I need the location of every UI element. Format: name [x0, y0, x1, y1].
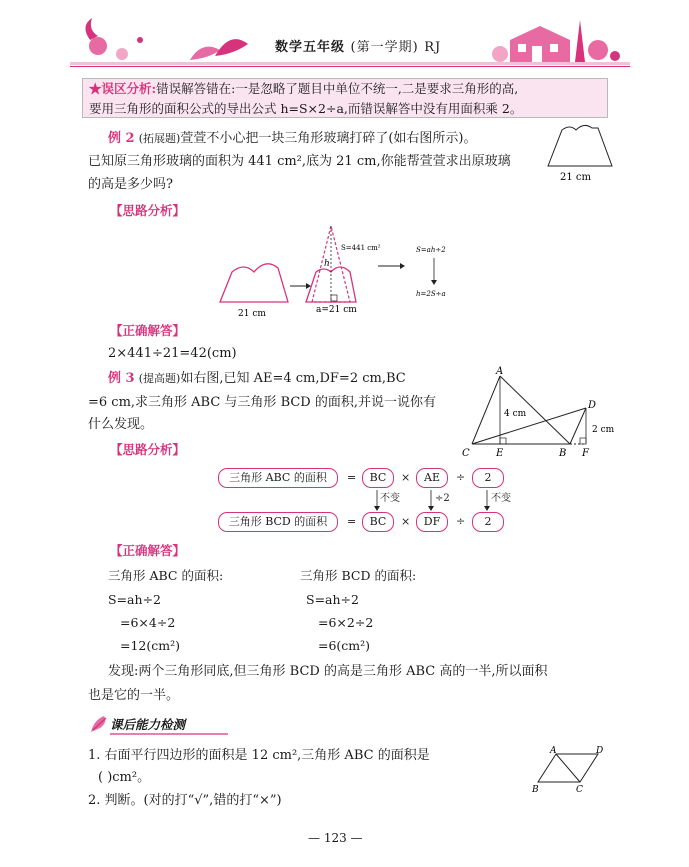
flow-unchanged-2: 不变 — [491, 493, 511, 504]
error-analysis-box — [82, 78, 608, 118]
flow-times-1: × — [401, 471, 411, 484]
label-D: D — [588, 400, 597, 411]
label-df-length: 2 cm — [592, 425, 615, 435]
diagram-base-label-1: 21 cm — [238, 309, 266, 319]
flow-bc-2: BC — [362, 512, 394, 532]
flow-eq-1: = — [347, 471, 357, 484]
example2-answer-label: 【正确解答】 — [110, 323, 186, 338]
flow-two-1: 2 — [472, 468, 504, 488]
bcd-step-2: =6×2÷2 — [318, 615, 374, 630]
label-E: E — [496, 448, 504, 459]
header-title: 数学五年级 (第一学期) RJ — [275, 40, 442, 55]
para-label-A: A — [550, 746, 557, 756]
page-number: — 123 — — [308, 831, 363, 845]
error-analysis-label: ★误区分析: — [89, 81, 157, 96]
para-label-D: D — [596, 746, 604, 756]
label-C: C — [462, 448, 470, 459]
flow-div-2: ÷ — [456, 515, 466, 528]
example3-label: 例 3 — [108, 371, 135, 386]
flow-bcd-area: 三角形 BCD 的面积 — [218, 512, 338, 532]
parallelogram-figure — [520, 744, 610, 794]
q1-line1: 1. 右面平行四边形的面积是 12 cm²,三角形 ABC 的面积是 — [88, 748, 430, 763]
example3-tag: (提高题) — [138, 372, 181, 385]
example2-analysis-diagram — [210, 222, 470, 322]
abc-step-1: S=ah÷2 — [108, 592, 161, 607]
diagram-formula-2: h=2S÷a — [416, 290, 446, 298]
example2-line3: 的高是多少吗? — [88, 177, 173, 192]
example2-label: 例 2 — [108, 131, 135, 146]
diagram-height-label: h — [324, 259, 330, 269]
flow-div-1: ÷ — [456, 471, 466, 484]
flow-bc-1: BC — [362, 468, 394, 488]
example3-finding-line1: 发现:两个三角形同底,但三角形 BCD 的高是三角形 ABC 高的一半,所以面积 — [108, 664, 548, 679]
error-analysis-line1: ★误区分析:错误解答错在:一是忽略了题目中单位不统一,二是要求三角形的高, — [89, 81, 519, 96]
abc-step-2: =6×4÷2 — [120, 615, 176, 630]
example3-finding-line2: 也是它的一半。 — [88, 688, 180, 703]
house-decoration-right — [492, 20, 620, 62]
bcd-step-3: =6(cm²) — [318, 638, 371, 653]
para-label-B: B — [532, 785, 539, 794]
bcd-step-1: S=ah÷2 — [306, 592, 359, 607]
flow-div2: ÷2 — [435, 493, 450, 504]
example2-analysis-label: 【思路分析】 — [110, 203, 186, 218]
label-B: B — [559, 448, 567, 459]
bcd-area-title: 三角形 BCD 的面积: — [300, 568, 417, 583]
example2-tag: (拓展题) — [138, 132, 181, 145]
abc-step-3: =12(cm²) — [120, 638, 180, 653]
broken-glass-figure — [540, 118, 620, 188]
diagram-formula-1: S=ah÷2 — [416, 246, 446, 254]
flower-decoration-left — [85, 18, 248, 60]
example3-answer-label: 【正确解答】 — [110, 543, 186, 558]
flow-eq-2: = — [347, 515, 357, 528]
flow-abc-area: 三角形 ABC 的面积 — [218, 468, 338, 488]
example3-figure — [458, 364, 624, 460]
error-analysis-line2: 要用三角形的面积公式的导出公式 h=S×2÷a,而错误解答中没有用面积乘 2。 — [89, 101, 523, 116]
abc-area-title: 三角形 ABC 的面积: — [108, 568, 224, 583]
label-ae-length: 4 cm — [504, 409, 527, 419]
label-A: A — [496, 366, 504, 377]
flow-times-2: × — [401, 515, 411, 528]
flow-ae: AE — [416, 468, 448, 488]
diagram-area-label: S=441 cm² — [341, 244, 381, 252]
example3-analysis-label: 【思路分析】 — [110, 442, 186, 457]
example2-answer: 2×441÷21=42(cm) — [108, 346, 237, 361]
q2-text: 2. 判断。(对的打“√”,错的打“×”) — [88, 793, 282, 808]
diagram-base-label-2: a=21 cm — [316, 305, 357, 315]
flow-df: DF — [416, 512, 448, 532]
broken-glass-base-label: 21 cm — [560, 172, 591, 183]
example3-line1: 例 3 (提高题)如右图,已知 AE=4 cm,DF=2 cm,BC — [108, 371, 406, 386]
example2-line2: 已知原三角形玻璃的面积为 441 cm²,底为 21 cm,你能帮萱萱求出原玻璃 — [88, 154, 511, 169]
after-class-title: 课后能力检测 — [110, 717, 186, 732]
example3-line2: =6 cm,求三角形 ABC 与三角形 BCD 的面积,并说一说你有 — [88, 395, 436, 410]
flow-unchanged-1: 不变 — [380, 493, 400, 504]
pencil-icon — [88, 712, 110, 736]
flow-two-2: 2 — [472, 512, 504, 532]
label-F: F — [582, 448, 589, 459]
after-class-underline — [110, 732, 230, 736]
para-label-C: C — [576, 785, 583, 794]
example2-line1: 例 2 (拓展题)萱萱不小心把一块三角形玻璃打碎了(如右图所示)。 — [108, 131, 477, 146]
example3-line3: 什么发现。 — [88, 417, 154, 432]
q1-line2: ( )cm²。 — [98, 770, 151, 785]
